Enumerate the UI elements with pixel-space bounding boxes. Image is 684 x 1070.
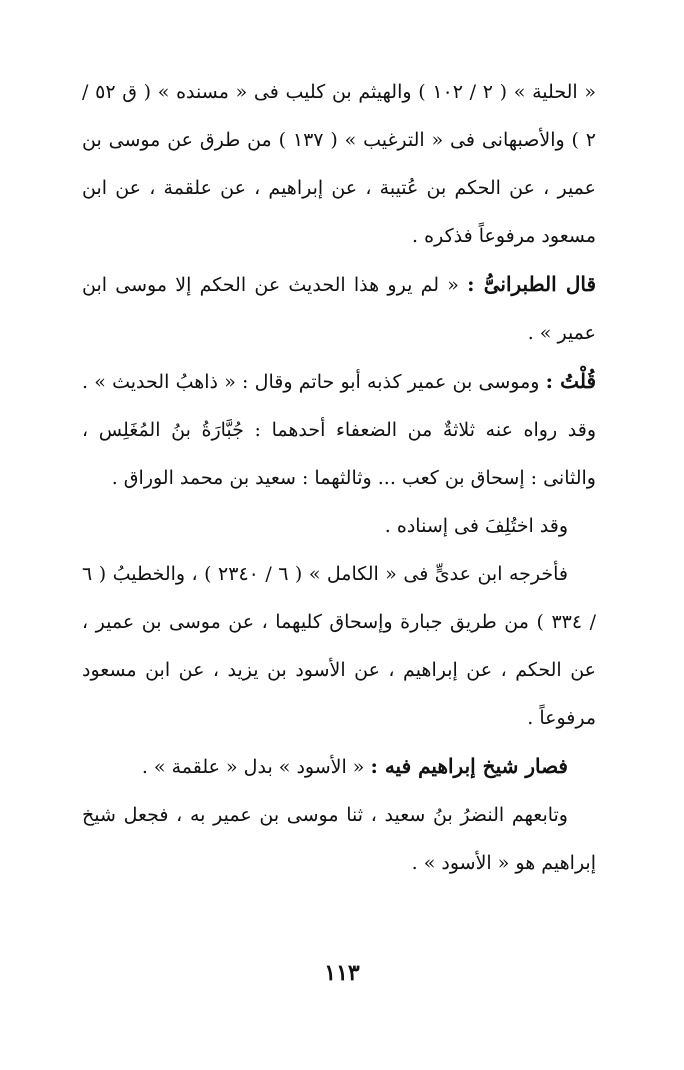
paragraph-citation-sources <box>82 68 596 260</box>
paragraph-text: فأخرجه ابن عدىٍّ فى « الكامل » ( ٦ / ٢٣٤٠ ) ، والخطيبُ ( ٦ / ٣٣٤ ) من طريق جبارة وإسحاق كليهما ، عن موسى بن عمير ، عن الحكم ، عن إبراهيم ، عن الأسود بن يزيد ، عن ابن مسعود مرفوعاً . <box>82 563 596 729</box>
paragraph-text: « الحلية » ( ٢ / ١٠٢ ) والهيثم بن كليب فى « مسنده » ( ق ٥٢ / ٢ ) والأصبهانى فى « الترغيب » ( ١٣٧ ) من طرق عن موسى بن عمير ، عن الحكم بن عُتيبة ، عن إبراهيم ، عن علقمة ، عن ابن مسعود مرفوعاً فذكره . <box>82 81 596 247</box>
body-text <box>82 68 596 887</box>
paragraph-text: « لم يرو هذا الحديث عن الحكم إلا موسى ابن عمير » . <box>82 274 596 344</box>
paragraph-lead: فصار شيخ إبراهيم فيه : <box>370 754 568 778</box>
paragraph-isnad-disagreement <box>82 502 596 550</box>
page-number: ١١٣ <box>324 960 360 986</box>
paragraph-author-comment <box>82 357 596 502</box>
paragraph-text: وقد اختُلِفَ فى إسناده . <box>384 515 568 537</box>
paragraph-lead: قُلْتُ : <box>545 369 597 393</box>
paragraph-follow-up-narration <box>82 791 596 887</box>
paragraph-tabarani-statement <box>82 260 596 357</box>
paragraph-shaykh-change <box>82 742 596 791</box>
paragraph-text: « الأسود » بدل « علقمة » . <box>141 756 371 778</box>
paragraph-lead: قال الطبرانىُّ : <box>467 272 596 296</box>
paragraph-text: وتابعهم النضرُ بنُ سعيد ، ثنا موسى بن عمير به ، فجعل شيخ إبراهيم هو « الأسود » . <box>82 804 596 874</box>
paragraph-text: وموسى بن عمير كذبه أبو حاتم وقال : « ذاهبُ الحديث » . وقد رواه عنه ثلاثةٌ من الضعفاء أحدهما : جُبَّارَةُ بنُ المُغَلِس ، والثانى : إسحاق بن كعب ... وثالثهما : سعيد بن محمد الوراق . <box>82 371 596 489</box>
paragraph-ibn-adi-narration <box>82 550 596 742</box>
